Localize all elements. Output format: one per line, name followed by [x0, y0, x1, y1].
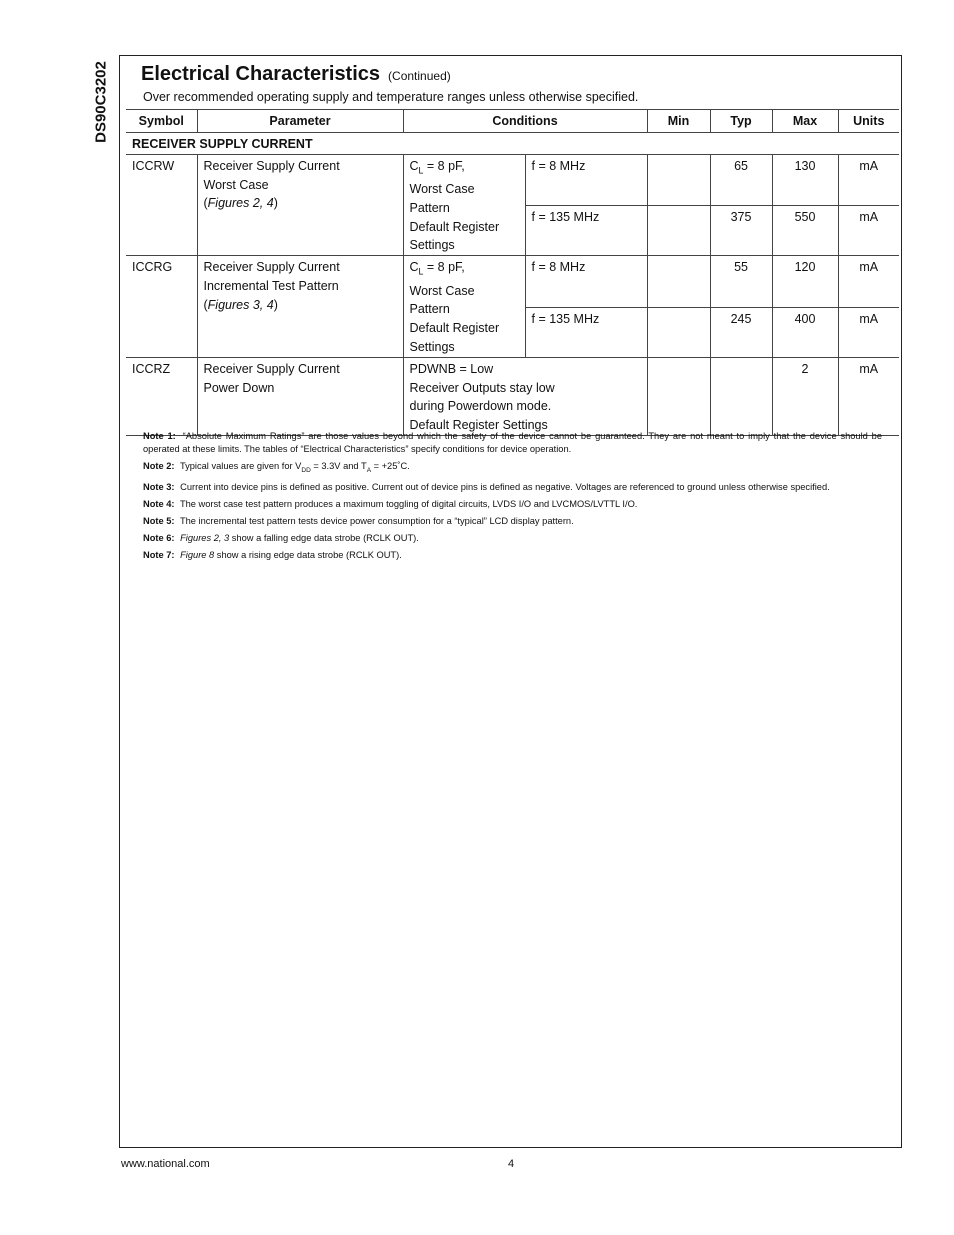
- symbol-cell: ICCRZ: [126, 357, 197, 435]
- col-header-typ: Typ: [710, 110, 772, 133]
- figure-reference: [204, 296, 397, 315]
- note-2: [143, 460, 882, 477]
- condition-line: Worst Case: [409, 182, 475, 197]
- note-text: Current into device pins is defined as positive. Current out of device pins is defined as negative. Voltages are referenced to ground unless otherwise specified.: [180, 481, 830, 492]
- col-header-min: Min: [647, 110, 710, 133]
- units-cell: mA: [838, 206, 899, 256]
- note-label: Note 2:: [143, 461, 175, 471]
- condition-cell: [403, 357, 647, 435]
- condition-line: during Powerdown mode.: [409, 399, 552, 414]
- page-number: 4: [508, 1158, 515, 1170]
- page-title: [141, 63, 451, 86]
- table-row: [126, 256, 899, 307]
- units-cell: mA: [838, 307, 899, 357]
- condition-line: [410, 258, 519, 281]
- cl-subscript: L: [418, 165, 424, 176]
- parameter-line: Receiver Supply Current: [203, 361, 340, 376]
- note-label: Note 5:: [143, 515, 175, 526]
- col-header-conditions: Conditions: [403, 110, 647, 133]
- figure-link[interactable]: Figure 8: [180, 549, 215, 560]
- note-subscript: DD: [301, 466, 311, 474]
- units-cell: mA: [838, 256, 899, 307]
- note-label: Note 3:: [143, 481, 175, 492]
- note-text: = 3.3V and T: [310, 461, 367, 471]
- table-subtitle: Over recommended operating supply and temperature ranges unless otherwise specified.: [143, 90, 639, 104]
- note-4: [143, 498, 882, 511]
- note-text: show a rising edge data strobe (RCLK OUT).: [214, 549, 402, 560]
- min-cell: [647, 154, 710, 205]
- condition-line: Pattern: [409, 200, 450, 215]
- table-row: [126, 154, 899, 205]
- max-cell: 400: [772, 307, 838, 357]
- symbol-cell: ICCRG: [126, 256, 197, 357]
- notes-section: [143, 430, 882, 566]
- frequency-cell: f = 8 MHz: [525, 154, 647, 205]
- parameter-cell: [197, 357, 403, 435]
- min-cell: [647, 357, 710, 435]
- col-header-symbol: Symbol: [126, 110, 197, 133]
- condition-line: Settings: [409, 238, 455, 253]
- condition-line: Worst Case: [409, 283, 475, 298]
- title-main: Electrical Characteristics: [141, 63, 381, 85]
- symbol-cell: ICCRW: [126, 154, 197, 255]
- units-cell: mA: [838, 154, 899, 205]
- figure-reference: [204, 194, 397, 213]
- frequency-cell: f = 135 MHz: [525, 307, 647, 357]
- parameter-line: Worst Case: [203, 177, 269, 192]
- condition-line: Default Register: [409, 321, 500, 336]
- note-5: [143, 515, 882, 528]
- col-header-units: Units: [838, 110, 899, 133]
- typ-cell: 245: [710, 307, 772, 357]
- note-text: The incremental test pattern tests device power consumption for a “typical” LCD display pattern.: [179, 515, 574, 526]
- typ-cell: 65: [710, 154, 772, 205]
- figure-paren: ): [273, 196, 278, 211]
- cl-value: = 8 pF,: [423, 260, 465, 275]
- col-header-parameter: Parameter: [197, 110, 403, 133]
- figure-paren: ): [273, 297, 278, 312]
- figure-link[interactable]: Figures 2, 4: [207, 196, 274, 211]
- figure-link[interactable]: Figures 3, 4: [207, 297, 274, 312]
- note-1: [143, 430, 882, 456]
- condition-line: Pattern: [409, 302, 450, 317]
- frequency-cell: f = 8 MHz: [525, 256, 647, 307]
- figure-paren: (: [203, 196, 208, 211]
- figure-paren: (: [203, 297, 208, 312]
- note-label: Note 1:: [143, 431, 176, 441]
- note-text: Typical values are given for V: [179, 461, 302, 471]
- condition-cell: [403, 256, 525, 357]
- cl-symbol: C: [409, 260, 419, 275]
- table-header-row: [126, 110, 899, 133]
- note-subscript: A: [366, 466, 372, 474]
- note-text: The worst case test pattern produces a maximum toggling of digital circuits, LVDS I/O and LVCMOS/LVTTL I/O.: [179, 498, 638, 509]
- max-cell: 130: [772, 154, 838, 205]
- note-text: show a falling edge data strobe (RCLK OUT).: [229, 532, 419, 543]
- part-number-label: [83, 54, 119, 149]
- cl-symbol: C: [409, 158, 419, 173]
- electrical-characteristics-table: [126, 109, 899, 436]
- note-text: “Absolute Maximum Ratings” are those values beyond which the safety of the device cannot be guaranteed. They are not meant to imply that the device should be operated at these limits. The tables of “Electrical Characteristics” specify conditions for device operation.: [143, 431, 883, 454]
- parameter-line: Incremental Test Pattern: [203, 279, 339, 294]
- condition-line: Default Register Settings: [409, 418, 548, 433]
- min-cell: [647, 256, 710, 307]
- note-3: [143, 481, 882, 494]
- frequency-cell: f = 135 MHz: [525, 206, 647, 256]
- section-title: RECEIVER SUPPLY CURRENT: [126, 133, 899, 155]
- col-header-max: Max: [772, 110, 838, 133]
- typ-cell: [710, 357, 772, 435]
- note-7: [143, 549, 882, 562]
- part-number-text: DS90C3202: [92, 60, 110, 143]
- parameter-cell: [197, 154, 403, 255]
- min-cell: [647, 206, 710, 256]
- condition-cell: [403, 154, 525, 255]
- cl-subscript: L: [418, 266, 424, 277]
- title-continued: (Continued): [388, 69, 451, 83]
- typ-cell: 55: [710, 256, 772, 307]
- cl-value: = 8 pF,: [423, 158, 465, 173]
- parameter-cell: [197, 256, 403, 357]
- max-cell: 550: [772, 206, 838, 256]
- parameter-line: Power Down: [203, 380, 275, 395]
- section-row: [126, 133, 899, 155]
- note-label: Note 4:: [143, 498, 175, 509]
- note-label: Note 7:: [143, 549, 175, 560]
- max-cell: 120: [772, 256, 838, 307]
- table-row: [126, 357, 899, 435]
- note-text: = +25˚C.: [371, 461, 410, 471]
- min-cell: [647, 307, 710, 357]
- note-6: [143, 532, 882, 545]
- parameter-line: Receiver Supply Current: [203, 158, 340, 173]
- typ-cell: 375: [710, 206, 772, 256]
- units-cell: mA: [838, 357, 899, 435]
- condition-line: Receiver Outputs stay low: [409, 380, 555, 395]
- condition-line: [410, 157, 519, 180]
- condition-line: PDWNB = Low: [409, 361, 494, 376]
- max-cell: 2: [772, 357, 838, 435]
- footer-website[interactable]: www.national.com: [121, 1158, 210, 1170]
- condition-line: Settings: [409, 339, 455, 354]
- note-label: Note 6:: [143, 532, 175, 543]
- figure-link[interactable]: Figures 2, 3: [180, 532, 230, 543]
- parameter-line: Receiver Supply Current: [203, 260, 340, 275]
- condition-line: Default Register: [409, 219, 500, 234]
